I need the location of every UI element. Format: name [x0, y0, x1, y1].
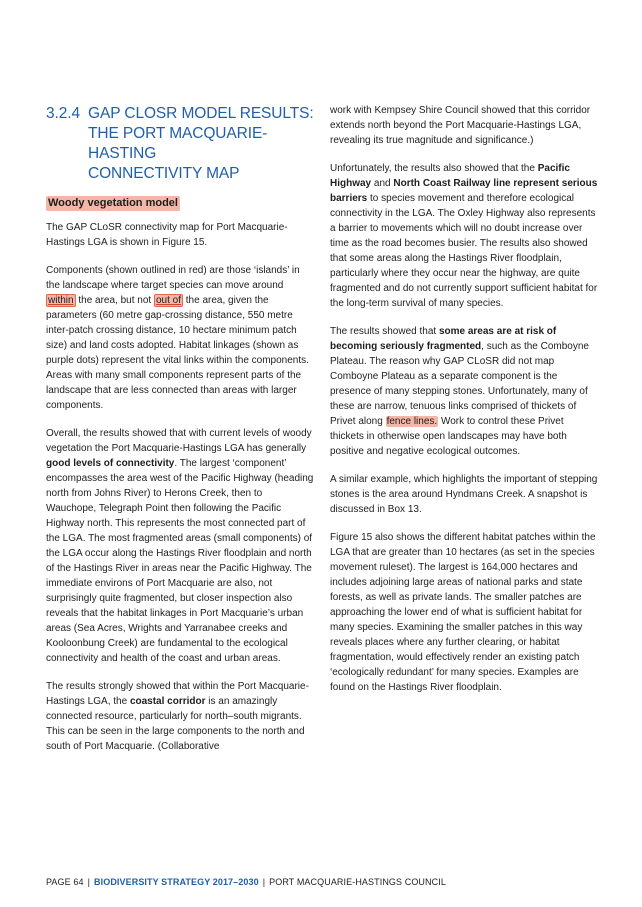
bold-text: some areas are at risk of becoming seriously fragmented	[330, 326, 557, 352]
document-title: BIODIVERSITY STRATEGY 2017–2030	[94, 877, 259, 887]
highlight-annotation: within	[48, 295, 74, 306]
paragraph: Overall, the results showed that with current levels of woody vegetation the Port Macquarie-Hastings LGA has generally good levels of connectivity. The largest ‘component’ encompasses the area west of the Pacific Highway (heading north from Johns River) to Herons Creek, then to Wauchope, Telegraph Point then following the Pacific Highway north. This represents the most connected part of the LGA. The most fragmented areas (small components) of the LGA occur along the Hastings River floodplain and north of the Hastings River in areas near the Pacific Highway. The immediate environs of Port Macquarie are also, not surprisingly quite fragmented, but closer inspection also reveals that the habitat linkages in Port Macquarie’s urban areas (Sea Acres, Wrights and Yarranabee creeks and Kooloonbung Creek) are fundamental to the ecological connectivity and health of the coast and urban areas.	[46, 428, 314, 664]
highlight-annotation: out of	[155, 295, 181, 306]
footer-separator: |	[87, 877, 91, 887]
subheading: Woody vegetation model	[48, 197, 178, 209]
paragraph: The GAP CLoSR connectivity map for Port Macquarie-Hastings LGA is shown in Figure 15.	[46, 222, 288, 248]
page-number: PAGE 64	[46, 877, 84, 887]
heading-line-1: GAP CLOSR MODEL RESULTS:	[88, 105, 314, 122]
paragraph: A similar example, which highlights the important of stepping stones is the area around Hyndmans Creek. A snapshot is discussed in Box 13.	[330, 474, 598, 515]
footer-separator: |	[262, 877, 266, 887]
paragraph: Figure 15 also shows the different habitat patches within the LGA that are greater than 10 hectares (as set in the species movement ruleset). The largest is 164,000 hectares and includes adjoining large areas of national parks and state forests, as well as private lands. The smaller patches are approaching the lower end of what is sufficient habitat for many species. Examining the smaller patches in this way reveals places where any further clearing, or habitat fragmentation, would effectively render an existing patch ‘ecologically redundant’ for many species. Examples are found on the Hastings River floodplain.	[330, 532, 596, 693]
highlight-annotation: fence lines.	[386, 416, 438, 427]
bold-text: coastal corridor	[129, 696, 206, 707]
paragraph: work with Kempsey Shire Council showed that this corridor extends north beyond the Port Macquarie-Hastings LGA, revealing its true magnitude and significance.)	[330, 105, 591, 146]
paragraph: Components (shown outlined in red) are those ‘islands’ in the landscape where target species can move around within the area, but not out of the area, given the parameters (60 metre gap-crossing distance, 550 metre inter-patch crossing distance, 10 hectare minimum patch size) and land costs adopted. Habitat linkages (shown as purple dots) represent the vital links within the components. Areas with many small components represent parts of the landscape that are less connected than areas with larger components.	[46, 265, 309, 411]
heading-line-3: CONNECTIVITY MAP	[88, 165, 240, 182]
section-heading	[46, 104, 314, 184]
paragraph: Unfortunately, the results also showed that the Pacific Highway and North Coast Railway line represent serious barriers to species movement and therefore ecological connectivity in the LGA. The Oxley Highway also represents a barrier to movements which will no doubt increase over time as the road becomes busier. The results also showed that some areas along the Hastings River floodplain, particularly where they occur near the highway, are quite fragmented and do not currently support sufficient habitat for the long-term survival of many species.	[330, 163, 598, 309]
council-name: PORT MACQUARIE-HASTINGS COUNCIL	[269, 877, 446, 887]
left-column	[46, 104, 314, 767]
paragraph: The results strongly showed that within the Port Macquarie-Hastings LGA, the coastal corridor is an amazingly connected resource, particularly for north–south migrants. This can be seen in the large components to the north and south of Port Macquarie. (Collaborative	[46, 681, 309, 752]
bold-text: good levels of connectivity	[46, 458, 175, 469]
section-number: 3.2.4	[46, 105, 80, 122]
paragraph: The results showed that some areas are at risk of becoming seriously fragmented, such as the Comboyne Plateau. The reason why GAP CLoSR did not map Comboyne Plateau as a separate component is the presence of many stepping stones. Unfortunately, many of these are narrow, tenuous links comprised of thickets of Privet along fence lines. Work to control these Privet thickets in otherwise open landscapes may have both positive and negative ecological outcomes.	[330, 326, 589, 457]
page-footer	[46, 876, 446, 888]
bold-text: North Coast Railway line represent serious barriers	[330, 178, 598, 204]
bold-text: Pacific Highway	[330, 163, 570, 189]
right-column	[330, 103, 598, 708]
heading-line-2: THE PORT MACQUARIE-HASTING	[88, 125, 268, 162]
